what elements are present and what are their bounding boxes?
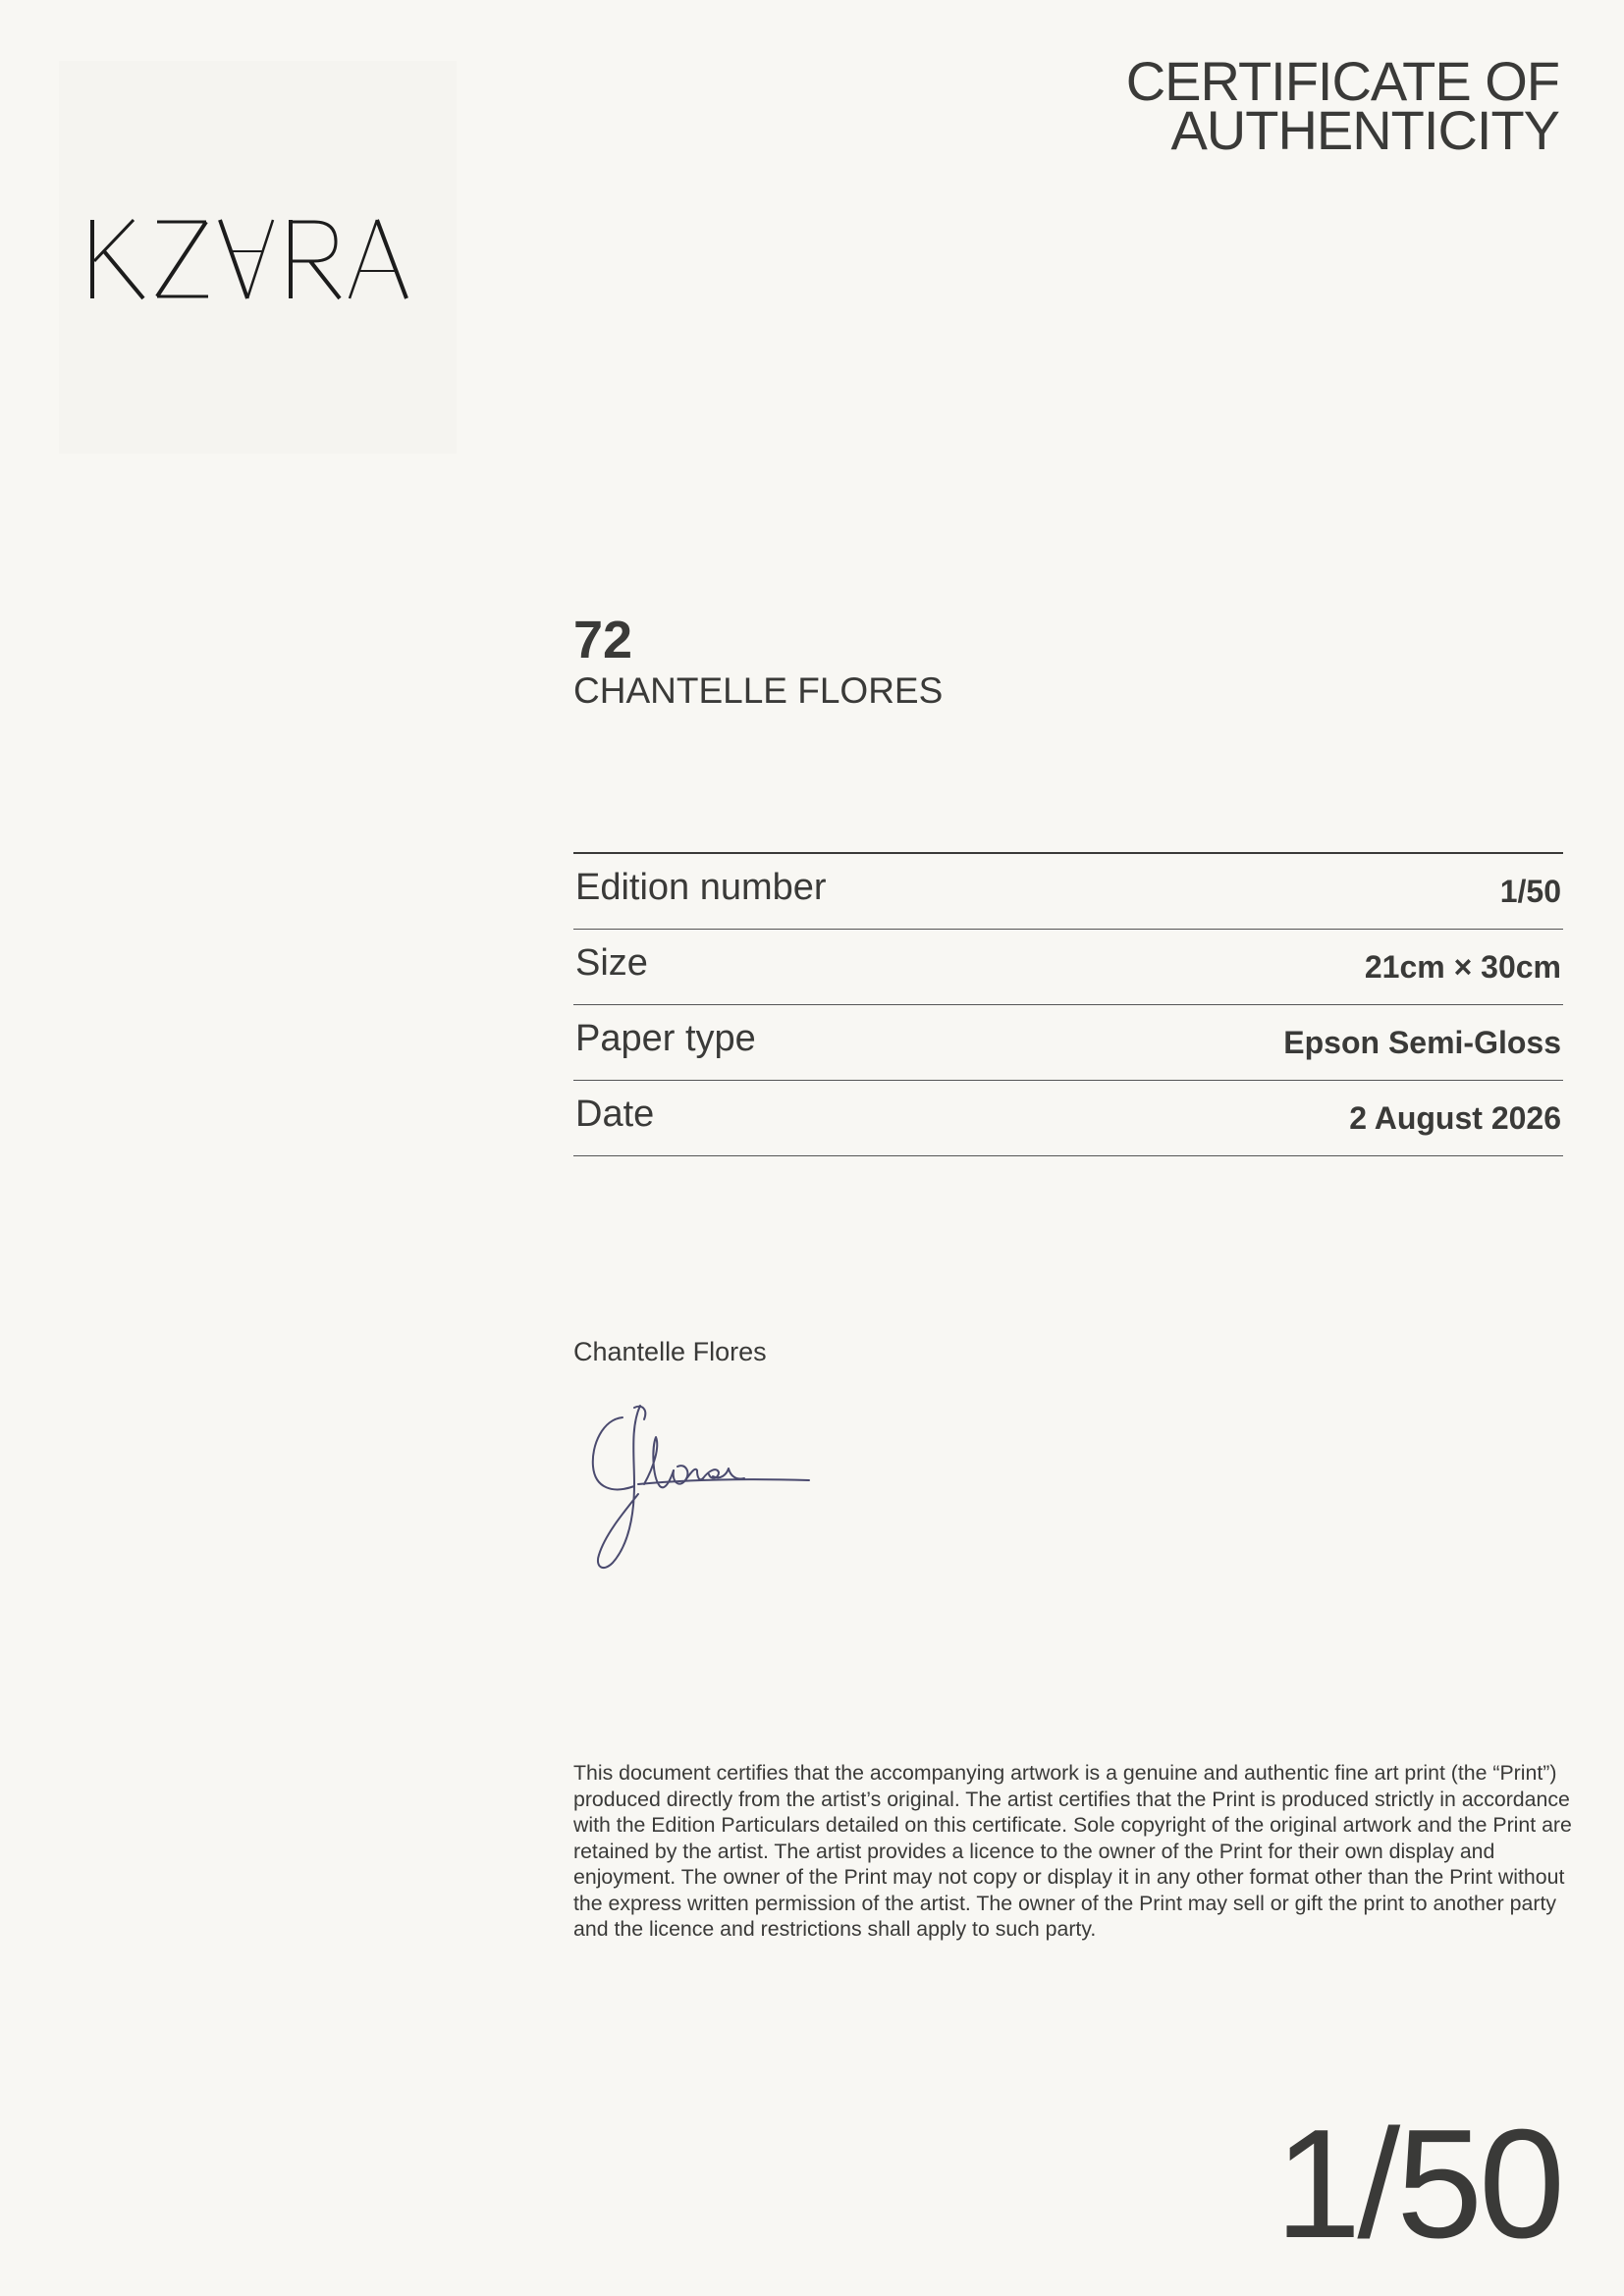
certificate-title-line2: AUTHENTICITY (1170, 99, 1559, 161)
certificate-title (1125, 50, 1559, 161)
brand-logo-panel (59, 61, 457, 454)
detail-label: Size (575, 941, 648, 984)
detail-value: 21cm × 30cm (1364, 948, 1561, 985)
artwork-title: 72 (573, 611, 633, 669)
signer-name: Chantelle Flores (573, 1337, 767, 1366)
legal-statement: This document certifies that the accompanying artwork is a genuine and authentic fine art print (the “Print”) produced directly from the artist’s original. The artist certifies that the Print is produced strictly in accordance with the Edition Particulars detailed on this certificate. Sole copyright of the original artwork and the Print are retained by the artist. The artist provides a licence to the owner of the Print for their own display and enjoyment. The owner of the Print may not copy or display it in any other format other than the Print without the express written permission of the artist. The owner of the Print may sell or gift the print to another party and the licence and restrictions shall apply to such party. (573, 1761, 1572, 1941)
detail-label: Edition number (575, 866, 827, 908)
brand-logo (82, 208, 456, 316)
handwritten-signature (583, 1398, 819, 1584)
detail-row-paper (573, 1005, 1563, 1081)
detail-row-date (573, 1081, 1563, 1156)
brand-logo-text: KZARA (82, 208, 86, 209)
detail-value: 2 August 2026 (1349, 1099, 1561, 1136)
detail-row-size (573, 930, 1563, 1005)
detail-label: Paper type (575, 1017, 756, 1059)
edition-details-table (573, 852, 1563, 1156)
detail-label: Date (575, 1093, 655, 1135)
detail-row-edition (573, 854, 1563, 930)
detail-value: 1/50 (1499, 873, 1561, 909)
edition-number-large: 1/50 (1274, 2098, 1561, 2270)
detail-value: Epson Semi-Gloss (1283, 1024, 1561, 1060)
artist-name: CHANTELLE FLORES (573, 670, 944, 711)
certificate-title-line1: CERTIFICATE OF (1125, 50, 1559, 112)
